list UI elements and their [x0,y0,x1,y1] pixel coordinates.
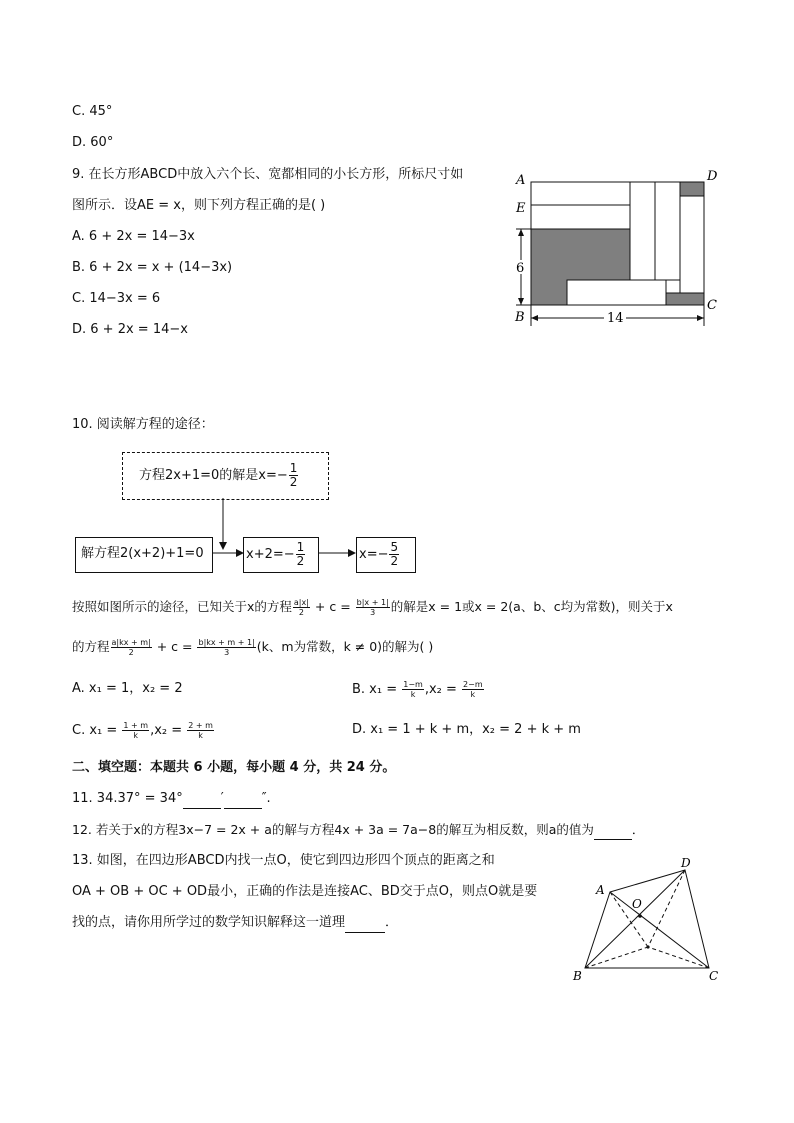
q10-option-d: D. x₁ = 1 + k + m，x₂ = 2 + k + m [352,722,581,737]
q9-label-e: E [516,201,526,216]
q10-stem-line2: 的方程 $\frac{a|kx + m|}{2}$ + c = $\frac{b|kx + m + 1|}{3}$ (k、m为常数，k ≠ 0)的解为( ) [72,638,434,657]
q10-box-2-num: 1 [296,540,305,554]
q10-stem-line1: 按照如图所示的途径，已知关于x的方程 $\frac{a|x|}{2}$ + c = $\frac{b|x + 1|}{3}$ 的解是x = 1或x = 2(a、b、c均为常数)，则关于x [72,598,673,617]
q13-line1: 13. 如图，在四边形ABCD内找一点O，使它到四边形四个顶点的距离之和 [72,853,495,868]
q10-box-3-num: 5 [390,540,399,554]
section-2-heading: 二、填空题：本题共 6 小题，每小题 4 分，共 24 分。 [72,760,396,775]
q13-line2: OA + OB + OC + OD最小，正确的作法是连接AC、BD交于点O，则点O就是要 [72,884,538,899]
q10-top-box-num: 1 [289,461,298,475]
q11: 11. 34.37° = 34° ′ ″. [72,790,271,809]
q9-label-6: 6 [516,261,525,276]
q9-stem-line1: 9. 在长方形ABCD中放入六个长、宽都相同的小长方形，所标尺寸如 [72,167,464,182]
q13-line3: 找的点，请你用所学过的数学知识解释这一道理 ． [72,914,398,933]
q11-blank-minutes[interactable] [183,790,221,809]
q12: 12. 若关于x的方程3x−7 = 2x + a的解与方程4x + 3a = 7a−8的解互为相反数，则a的值为 ． [72,821,644,840]
q10-option-b: B. x₁ = $\frac{1-m}{k}$ ,x₂ = $\frac{2-m}{k}$ [352,680,483,699]
q13-label-b: B [573,969,582,983]
q13-label-o: O [632,897,642,911]
q10-box-1-text: 解方程2(x+2)+1=0 [81,546,204,561]
q12-blank[interactable] [594,821,632,840]
q9-option-a: A. 6 + 2x = 14−3x [72,229,195,244]
q10-top-box-den: 2 [289,475,298,489]
q9-label-d: D [707,169,718,184]
q9-label-a: A [516,173,526,188]
q10-box-2-text: x+2=− [246,547,295,562]
q10-top-box-text: 方程2x+1=0的解是x=− [139,468,288,483]
q10-box-3-den: 2 [390,554,399,568]
q10-option-c: C. x₁ = $\frac{1 + m}{k}$ ,x₂ = $\frac{2 + m}{k}$ [72,721,213,740]
q10-box-2 [243,537,319,573]
q10-box-3 [356,537,416,573]
q13-label-d: D [681,856,691,870]
q9-option-d: D. 6 + 2x = 14−x [72,322,188,337]
q9-option-b: B. 6 + 2x = x + (14−3x) [72,260,233,275]
q9-rectangle-figure [508,166,724,336]
q10-option-a: A. x₁ = 1，x₂ = 2 [72,681,183,696]
q10-top-box [122,452,329,500]
q10-box-3-text: x=− [359,547,389,562]
q11-blank-seconds[interactable] [224,790,262,809]
q9-option-c: C. 14−3x = 6 [72,291,161,306]
q13-quadrilateral-figure [568,852,728,987]
q8-option-c: C. 45° [72,104,113,119]
q13-label-a: A [596,883,605,897]
q10-title: 10. 阅读解方程的途径： [72,417,214,432]
q10-box-2-den: 2 [296,554,305,568]
q9-label-b: B [515,310,525,325]
q9-stem-line2: 图所示．设AE = x，则下列方程正确的是( ) [72,198,326,213]
q10-box-1 [75,537,213,573]
q13-blank[interactable] [345,914,385,933]
q9-label-c: C [707,298,717,313]
q9-label-14: 14 [607,311,624,326]
q13-label-c: C [709,969,719,983]
q8-option-d: D. 60° [72,135,114,150]
